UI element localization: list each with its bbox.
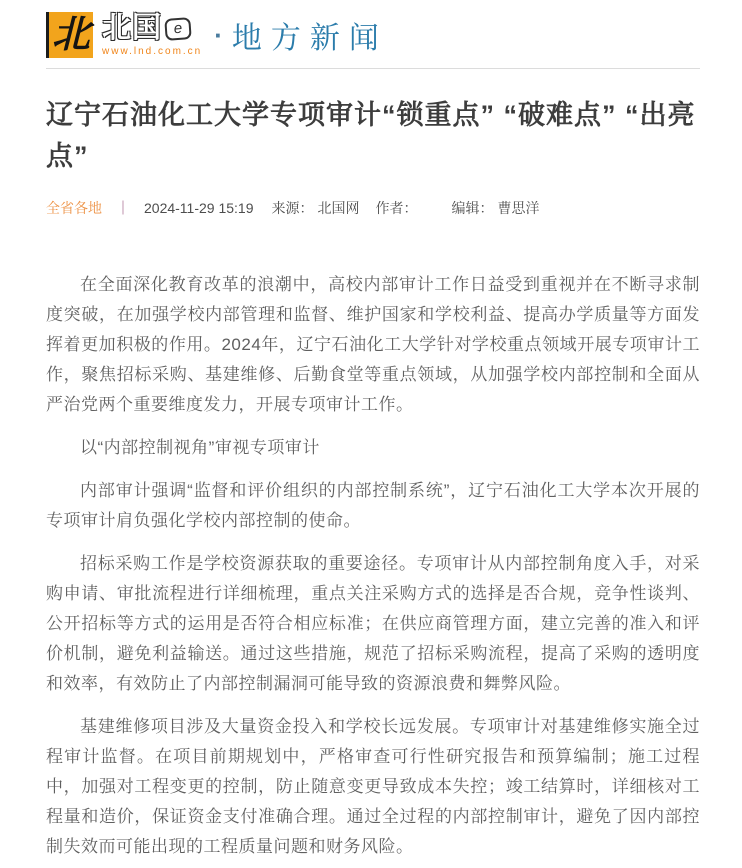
editor-label: 编辑： <box>451 200 494 216</box>
source-value: 北国网 <box>317 200 360 216</box>
publish-datetime: 2024-11-29 15:19 <box>144 200 254 216</box>
meta-separator: ｜ <box>116 200 130 216</box>
site-name: 北国 <box>102 12 163 45</box>
article-paragraph: 在全面深化教育改革的浪潮中，高校内部审计工作日益受到重视并在不断寻求制度突破，在加强学校内部管理和监督、维护国家和学校利益、提高办学质量等方面发挥着更加积极的作用。2024年，辽宁石油化工大学针对学校重点领域开展专项审计工作，聚焦招标采购、基建维修、后勤食堂等重点领域，从加强学校内部控制和全面从严治党两个重要维度发力，开展专项审计工作。 <box>46 275 700 414</box>
article-paragraph: 基建维修项目涉及大量资金投入和学校长远发展。专项审计对基建维修实施全过程审计监督。在项目前期规划中，严格审查可行性研究报告和预算编制；施工过程中，加强对工程变更的控制，防止随意变更导致成本失控；竣工结算时，详细核对工程量和造价，保证资金支付准确合理。通过全过程的内部控制审计，避免了因内部控制失效而可能出现的工程质量问题和财务风险。 <box>46 717 700 856</box>
article-title: 辽宁石油化工大学专项审计“锁重点” “破难点” “出亮点” <box>46 100 696 171</box>
category-link[interactable]: 全省各地 <box>46 200 102 216</box>
site-header <box>46 0 700 60</box>
logo-text-block[interactable] <box>102 13 202 57</box>
article-body <box>46 270 700 862</box>
header-divider <box>46 68 700 69</box>
article-paragraph: 内部审计强调“监督和评价组织的内部控制系统”，辽宁石油化工大学本次开展的专项审计肩负强化学校内部控制的使命。 <box>46 481 700 530</box>
author-label: 作者： <box>375 200 418 216</box>
editor-value: 曹思洋 <box>497 200 540 216</box>
logo-character: 北 <box>51 11 90 56</box>
site-url: www.lnd.com.cn <box>102 45 203 57</box>
header-dot-separator: · <box>214 20 223 50</box>
article-paragraph: 以“内部控制视角”审视专项审计 <box>80 438 320 457</box>
section-title[interactable]: 地方新闻 <box>231 22 388 55</box>
source-label: 来源： <box>271 200 314 216</box>
article-paragraph: 招标采购工作是学校资源获取的重要途径。专项审计从内部控制角度入手，对采购申请、审批流程进行详细梳理，重点关注采购方式的选择是否合规，竞争性谈判、公开招标等方式的运用是否符合相应标准；在供应商管理方面，建立完善的准入和评价机制，避免利益输送。通过这些措施，规范了招标采购流程，提高了采购的透明度和效率，有效防止了内部控制漏洞可能导致的资源浪费和舞弊风险。 <box>46 554 700 693</box>
site-logo-icon[interactable] <box>46 12 93 58</box>
article-meta <box>46 198 700 218</box>
logo-e-icon: e <box>164 17 191 41</box>
